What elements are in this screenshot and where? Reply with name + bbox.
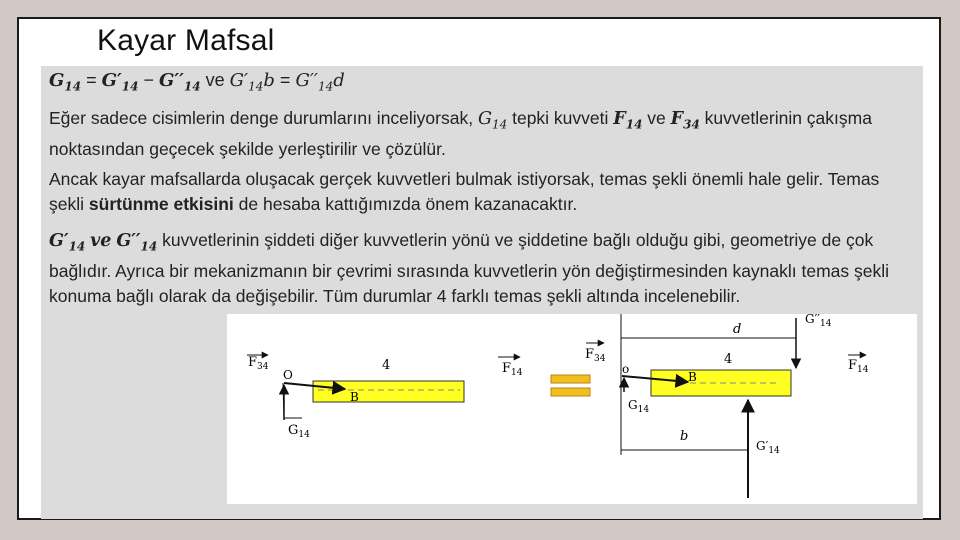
eq-g14-prime: $G'_{14}$ — [101, 70, 139, 94]
label-g14-prime: $G'_{14}$ — [756, 439, 780, 456]
label-f34-left: $F_{34}$ — [248, 355, 269, 372]
label-g14-right: $G_{14}$ — [628, 398, 650, 415]
eq-equals: = — [86, 70, 97, 90]
bold-friction-effect: sürtünme etkisini — [88, 193, 234, 214]
label-f14-left: $F_{14}$ — [502, 361, 523, 378]
slider-block-left — [313, 381, 464, 402]
label-b-left: B — [350, 390, 359, 404]
label-g14-left: $G_{14}$ — [288, 423, 310, 440]
label-f34-right: $F_{34}$ — [585, 347, 606, 364]
label-g14-dprime: $G''_{14}$ — [805, 312, 832, 329]
eq-conj: ve — [205, 70, 225, 90]
eq-g14: $G_{14}$ — [49, 70, 82, 94]
label-o-left: O — [283, 368, 293, 382]
eq-moment-right: $G''_{14}d$ — [295, 70, 345, 94]
paragraph-contact-forms: $G'_{14}$ ve $G''_{14}$ kuvvetlerinin şiddeti diğer kuvvetlerin yönü ve şiddetine bağlı olduğu gibi, geometriye de çok bağlıdır. Ayrıca bir mekanizmanın bir çevrimi sırasında kuvvetlerin yön değiştirmesinden kaynaklı temas şekli konuma bağlı olarak da değişebilir. Tüm durumlar 4 farklı temas şekli altında incelenebilir. — [49, 230, 890, 306]
label-b-length: b — [680, 429, 689, 444]
label-f14-right: $F_{14}$ — [848, 358, 869, 375]
slide-title: Kayar Mafsal — [97, 24, 275, 57]
label-o-right: o — [622, 362, 630, 376]
paragraph-friction: Ancak kayar mafsallarda oluşacak gerçek kuvvetleri bulmak istiyorsak, temas şekli önemli hale gelir. Temas şekli sürtünme etkisini de hesaba kattığımızda önem kazanacaktır. — [49, 169, 880, 214]
figure-background — [227, 314, 917, 504]
eq-g14-dprime: $G''_{14}$ — [159, 70, 201, 94]
label-b-right: B — [688, 370, 697, 384]
paragraph-equilibrium: Eğer sadece cisimlerin denge durumlarını inceliyorsak, $G_{14}$ tepki kuvveti $F_{14}$ ve $F_{34}$ kuvvetlerinin çakışma noktasından geçecek şekilde yerleştirilir ve çözülür. — [49, 108, 872, 159]
label-d: d — [733, 322, 742, 337]
eq-moment-left: $G'_{14}b$ — [229, 70, 275, 94]
eq-minus: − — [143, 70, 154, 90]
eq-equals-2: = — [279, 70, 291, 90]
label-link-4-left: 4 — [382, 358, 391, 373]
label-link-4-right: 4 — [724, 352, 733, 367]
